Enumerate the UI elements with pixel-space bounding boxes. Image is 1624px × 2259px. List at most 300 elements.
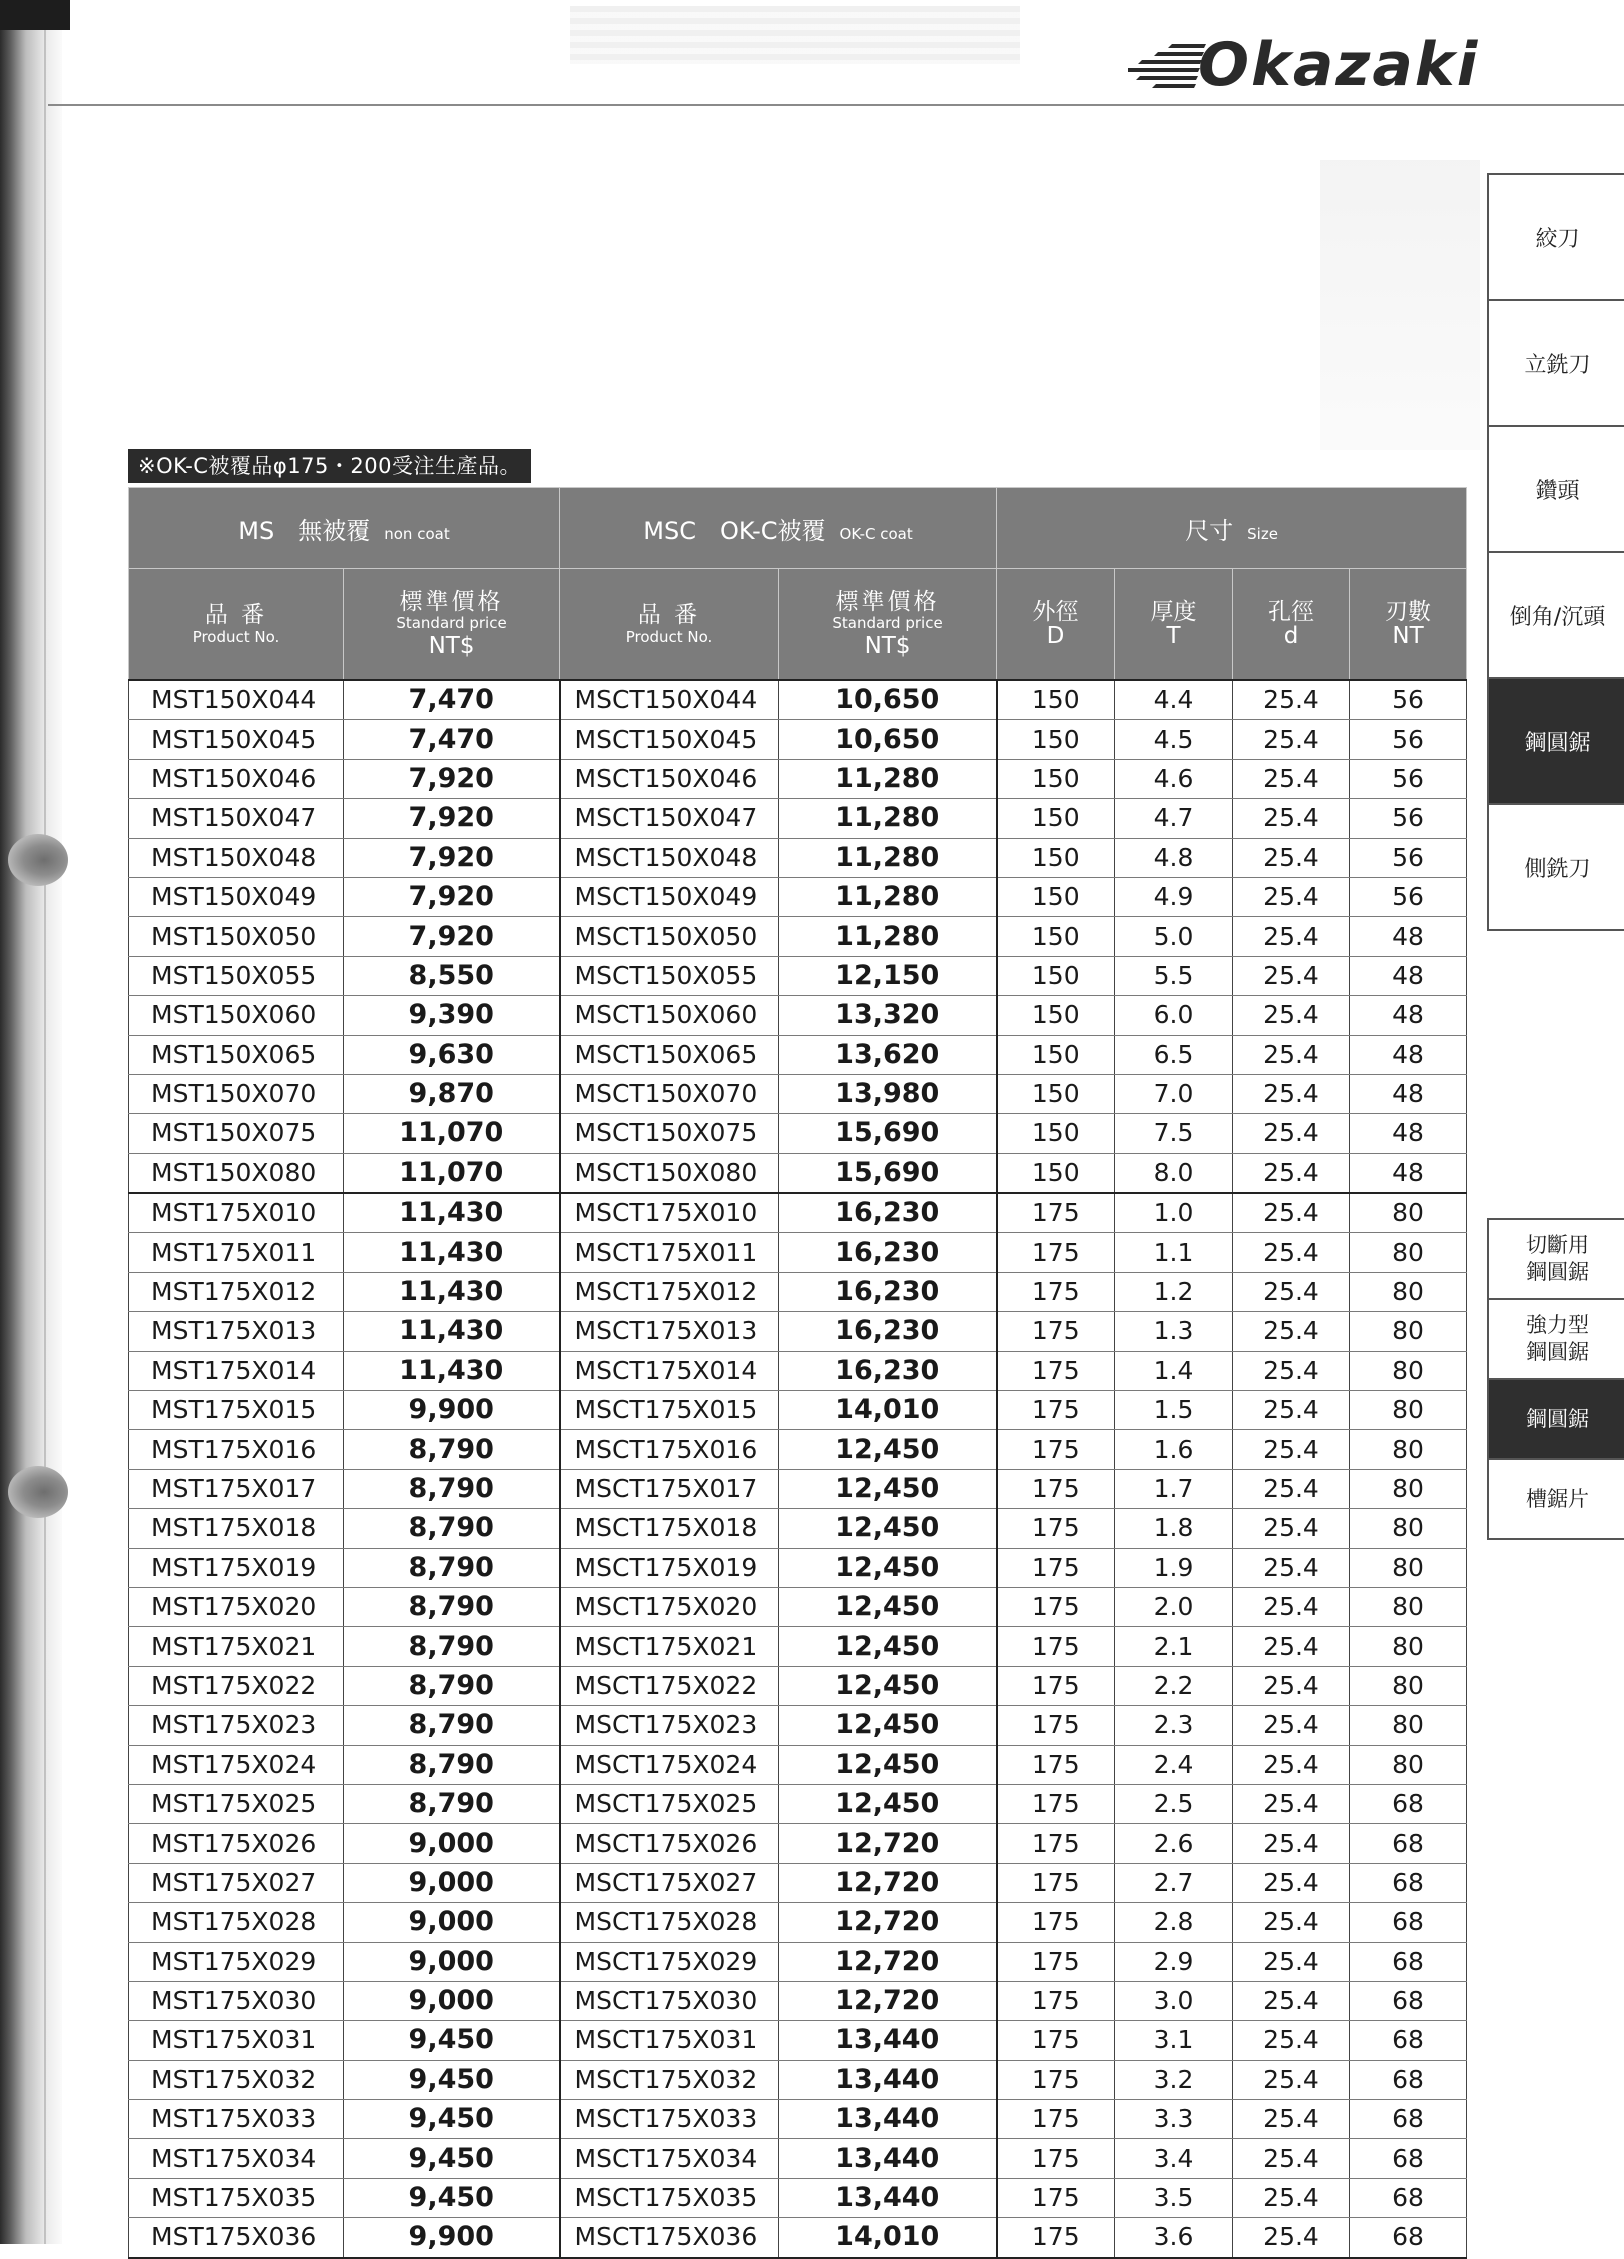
msc-product-no-cell: MSCT150X075: [560, 1114, 779, 1153]
side-tab-label: 側銑刀: [1524, 856, 1591, 882]
thickness-cell: 2.7: [1115, 1863, 1233, 1902]
group-ms-header: [129, 488, 560, 569]
thickness-cell: 2.5: [1115, 1784, 1233, 1823]
thickness-cell: 1.5: [1115, 1391, 1233, 1430]
side-tab[interactable]: [1489, 175, 1624, 301]
ms-price-cell: 9,000: [344, 1903, 560, 1942]
msc-product-no-cell: MSCT150X060: [560, 996, 779, 1035]
msc-price-cell: 11,280: [779, 877, 997, 916]
bore-diameter-cell: 25.4: [1233, 799, 1350, 838]
table-row: [129, 877, 1467, 916]
msc-product-no-cell: MSCT150X047: [560, 799, 779, 838]
table-row: [129, 799, 1467, 838]
category-tabs: [1487, 173, 1624, 931]
ms-price-cell: 9,900: [344, 1391, 560, 1430]
ms-product-no-cell: MST175X034: [129, 2139, 344, 2178]
teeth-count-cell: 48: [1350, 917, 1467, 956]
thickness-cell: 2.1: [1115, 1627, 1233, 1666]
msc-price-cell: 12,720: [779, 1863, 997, 1902]
msc-product-no-cell: MSCT175X025: [560, 1784, 779, 1823]
msc-price-cell: 12,150: [779, 956, 997, 995]
ms-product-no-cell: MST150X045: [129, 720, 344, 759]
group-size-label: 尺寸: [1185, 516, 1234, 545]
bore-diameter-cell: 25.4: [1233, 1469, 1350, 1508]
msc-product-no-cell: MSCT175X018: [560, 1509, 779, 1548]
bore-diameter-cell: 25.4: [1233, 1587, 1350, 1626]
col-label: 厚度: [1150, 598, 1197, 625]
msc-price-cell: 12,450: [779, 1745, 997, 1784]
msc-product-no-cell: MSCT175X031: [560, 2021, 779, 2060]
ms-product-no-cell: MST175X033: [129, 2100, 344, 2139]
bore-diameter-cell: 25.4: [1233, 1863, 1350, 1902]
ms-product-no-cell: MST150X044: [129, 680, 344, 720]
bleed-through-artifact: [570, 6, 1020, 64]
teeth-count-cell: 68: [1350, 2218, 1467, 2258]
col-label-en: Product No.: [192, 627, 280, 646]
msc-price-cell: 13,440: [779, 2021, 997, 2060]
table-row: [129, 1903, 1467, 1942]
ms-product-no-cell: MST175X013: [129, 1312, 344, 1351]
ms-product-no-cell: MST150X046: [129, 759, 344, 798]
thickness-cell: 3.0: [1115, 1981, 1233, 2020]
thickness-cell: 1.7: [1115, 1469, 1233, 1508]
thickness-cell: 2.4: [1115, 1745, 1233, 1784]
page-edge-line: [44, 0, 46, 2244]
teeth-count-cell: 56: [1350, 838, 1467, 877]
ms-price-cell: 9,000: [344, 1863, 560, 1902]
col-label-en: Product No.: [625, 627, 713, 646]
col-symbol: d: [1283, 623, 1299, 649]
outer-diameter-cell: 175: [997, 1903, 1115, 1942]
ms-product-no-cell: MST175X016: [129, 1430, 344, 1469]
logo-stripes-icon: [1128, 42, 1208, 88]
thickness-cell: 1.4: [1115, 1351, 1233, 1390]
ms-price-cell: 7,920: [344, 799, 560, 838]
table-row: [129, 1784, 1467, 1823]
col-label: 標準價格: [835, 588, 940, 615]
table-row: [129, 1981, 1467, 2020]
thickness-cell: 4.5: [1115, 720, 1233, 759]
ms-price-cell: 7,920: [344, 917, 560, 956]
outer-diameter-cell: 150: [997, 720, 1115, 759]
msc-product-no-cell: MSCT150X055: [560, 956, 779, 995]
ms-product-no-cell: MST175X023: [129, 1706, 344, 1745]
thickness-cell: 3.1: [1115, 2021, 1233, 2060]
table-row: [129, 1430, 1467, 1469]
msc-product-no-cell: MSCT175X017: [560, 1469, 779, 1508]
side-tab-label: 鑽頭: [1535, 478, 1580, 504]
side-tab[interactable]: [1489, 1460, 1624, 1538]
ms-product-no-cell: MST175X011: [129, 1233, 344, 1272]
table-row: [129, 1391, 1467, 1430]
msc-price-cell: 10,650: [779, 720, 997, 759]
outer-diameter-cell: 175: [997, 1509, 1115, 1548]
outer-diameter-cell: 150: [997, 799, 1115, 838]
thickness-cell: 4.6: [1115, 759, 1233, 798]
ms-price-cell: 7,920: [344, 838, 560, 877]
teeth-count-cell: 48: [1350, 956, 1467, 995]
msc-product-no-cell: MSCT175X012: [560, 1272, 779, 1311]
col-d-header: [997, 569, 1115, 681]
teeth-count-cell: 80: [1350, 1351, 1467, 1390]
msc-price-cell: 14,010: [779, 2218, 997, 2258]
col-price-header: [779, 569, 997, 681]
msc-price-cell: 13,440: [779, 2139, 997, 2178]
ms-price-cell: 9,450: [344, 2178, 560, 2217]
price-table: [128, 487, 1467, 2259]
thickness-cell: 8.0: [1115, 1153, 1233, 1193]
teeth-count-cell: 80: [1350, 1509, 1467, 1548]
outer-diameter-cell: 175: [997, 2139, 1115, 2178]
ms-product-no-cell: MST175X028: [129, 1903, 344, 1942]
msc-product-no-cell: MSCT175X011: [560, 1233, 779, 1272]
ms-product-no-cell: MST150X047: [129, 799, 344, 838]
ms-product-no-cell: MST175X024: [129, 1745, 344, 1784]
outer-diameter-cell: 175: [997, 1272, 1115, 1311]
ms-product-no-cell: MST175X025: [129, 1784, 344, 1823]
ms-price-cell: 9,450: [344, 2139, 560, 2178]
col-label: 外徑: [1032, 598, 1079, 625]
order-notice: ※OK-C被覆品φ175・200受注生產品。: [128, 449, 531, 483]
thickness-cell: 1.8: [1115, 1509, 1233, 1548]
ms-product-no-cell: MST150X065: [129, 1035, 344, 1074]
group-msc-label: MSC OK-C被覆: [643, 516, 826, 545]
ms-product-no-cell: MST175X012: [129, 1272, 344, 1311]
bore-diameter-cell: 25.4: [1233, 2060, 1350, 2099]
ms-product-no-cell: MST175X014: [129, 1351, 344, 1390]
group-msc-sub: OK-C coat: [839, 524, 913, 543]
group-msc-header: [560, 488, 997, 569]
thickness-cell: 3.3: [1115, 2100, 1233, 2139]
msc-price-cell: 10,650: [779, 680, 997, 720]
logo-wordmark: Okazaki: [1198, 30, 1480, 100]
col-label: 刃數: [1385, 598, 1432, 625]
ms-price-cell: 8,790: [344, 1666, 560, 1705]
col-unit: NT$: [864, 632, 911, 659]
teeth-count-cell: 68: [1350, 1981, 1467, 2020]
ms-product-no-cell: MST175X036: [129, 2218, 344, 2258]
msc-product-no-cell: MSCT150X070: [560, 1074, 779, 1113]
bore-diameter-cell: 25.4: [1233, 2100, 1350, 2139]
ms-price-cell: 8,790: [344, 1430, 560, 1469]
subcategory-tabs: [1487, 1218, 1624, 1540]
col-symbol: NT: [1392, 623, 1424, 649]
teeth-count-cell: 80: [1350, 1312, 1467, 1351]
bore-diameter-cell: 25.4: [1233, 1824, 1350, 1863]
msc-product-no-cell: MSCT175X029: [560, 1942, 779, 1981]
ms-price-cell: 11,070: [344, 1153, 560, 1193]
outer-diameter-cell: 175: [997, 1981, 1115, 2020]
bore-diameter-cell: 25.4: [1233, 877, 1350, 916]
table-row: [129, 759, 1467, 798]
thickness-cell: 1.3: [1115, 1312, 1233, 1351]
thickness-cell: 3.4: [1115, 2139, 1233, 2178]
msc-product-no-cell: MSCT175X023: [560, 1706, 779, 1745]
thickness-cell: 4.8: [1115, 838, 1233, 877]
teeth-count-cell: 68: [1350, 2139, 1467, 2178]
table-row: [129, 1587, 1467, 1626]
ms-product-no-cell: MST175X017: [129, 1469, 344, 1508]
msc-product-no-cell: MSCT175X014: [560, 1351, 779, 1390]
bore-diameter-cell: 25.4: [1233, 1509, 1350, 1548]
ms-product-no-cell: MST175X031: [129, 2021, 344, 2060]
table-row: [129, 680, 1467, 720]
table-row: [129, 1312, 1467, 1351]
ms-price-cell: 11,430: [344, 1312, 560, 1351]
table-row: [129, 1706, 1467, 1745]
col-label: 品 番: [637, 602, 701, 629]
col-price-header: [344, 569, 560, 681]
header-rule: [48, 104, 1624, 106]
msc-price-cell: 11,280: [779, 759, 997, 798]
msc-price-cell: 11,280: [779, 917, 997, 956]
outer-diameter-cell: 175: [997, 1193, 1115, 1233]
table-row: [129, 1863, 1467, 1902]
side-tab[interactable]: [1489, 805, 1624, 931]
bore-diameter-cell: 25.4: [1233, 1627, 1350, 1666]
outer-diameter-cell: 175: [997, 1824, 1115, 1863]
col-bore-header: [1233, 569, 1350, 681]
msc-product-no-cell: MSCT175X027: [560, 1863, 779, 1902]
outer-diameter-cell: 150: [997, 838, 1115, 877]
thickness-cell: 2.3: [1115, 1706, 1233, 1745]
ms-product-no-cell: MST150X050: [129, 917, 344, 956]
bore-diameter-cell: 25.4: [1233, 720, 1350, 759]
table-row: [129, 1666, 1467, 1705]
ms-product-no-cell: MST175X018: [129, 1509, 344, 1548]
price-table-body: [129, 680, 1467, 2258]
bore-diameter-cell: 25.4: [1233, 1074, 1350, 1113]
outer-diameter-cell: 175: [997, 1548, 1115, 1587]
teeth-count-cell: 80: [1350, 1391, 1467, 1430]
thickness-cell: 2.2: [1115, 1666, 1233, 1705]
col-label-en: Standard price: [396, 614, 507, 633]
ms-price-cell: 8,790: [344, 1745, 560, 1784]
thickness-cell: 1.6: [1115, 1430, 1233, 1469]
side-tab-label: 鋼圓鋸: [1526, 1406, 1589, 1431]
ms-product-no-cell: MST150X048: [129, 838, 344, 877]
bore-diameter-cell: 25.4: [1233, 680, 1350, 720]
side-tab[interactable]: [1489, 553, 1624, 679]
thickness-cell: 7.0: [1115, 1074, 1233, 1113]
msc-price-cell: 11,280: [779, 799, 997, 838]
outer-diameter-cell: 175: [997, 1863, 1115, 1902]
table-row: [129, 2218, 1467, 2258]
teeth-count-cell: 68: [1350, 2060, 1467, 2099]
ms-price-cell: 9,870: [344, 1074, 560, 1113]
bore-diameter-cell: 25.4: [1233, 1312, 1350, 1351]
teeth-count-cell: 80: [1350, 1430, 1467, 1469]
ms-price-cell: 11,070: [344, 1114, 560, 1153]
msc-price-cell: 13,440: [779, 2060, 997, 2099]
bore-diameter-cell: 25.4: [1233, 917, 1350, 956]
ms-price-cell: 11,430: [344, 1233, 560, 1272]
thickness-cell: 5.5: [1115, 956, 1233, 995]
msc-product-no-cell: MSCT175X022: [560, 1666, 779, 1705]
side-tab[interactable]: [1489, 1220, 1624, 1300]
teeth-count-cell: 56: [1350, 759, 1467, 798]
ms-price-cell: 9,000: [344, 1981, 560, 2020]
teeth-count-cell: 48: [1350, 1153, 1467, 1193]
side-tab[interactable]: [1489, 1300, 1624, 1380]
bore-diameter-cell: 25.4: [1233, 759, 1350, 798]
table-row: [129, 956, 1467, 995]
side-tab-label: 絞刀: [1535, 226, 1580, 252]
bore-diameter-cell: 25.4: [1233, 1745, 1350, 1784]
bore-diameter-cell: 25.4: [1233, 996, 1350, 1035]
table-row: [129, 2021, 1467, 2060]
thickness-cell: 2.6: [1115, 1824, 1233, 1863]
side-tab[interactable]: [1489, 427, 1624, 553]
ms-price-cell: 7,920: [344, 759, 560, 798]
table-row: [129, 1627, 1467, 1666]
teeth-count-cell: 56: [1350, 680, 1467, 720]
thickness-cell: 4.4: [1115, 680, 1233, 720]
col-product-header: [560, 569, 779, 681]
scan-corner-shadow: [0, 0, 70, 30]
group-size-header: [997, 488, 1467, 569]
col-nt-header: [1350, 569, 1467, 681]
bore-diameter-cell: 25.4: [1233, 1706, 1350, 1745]
outer-diameter-cell: 175: [997, 2100, 1115, 2139]
bore-diameter-cell: 25.4: [1233, 1981, 1350, 2020]
col-unit: NT$: [428, 632, 475, 659]
outer-diameter-cell: 150: [997, 1153, 1115, 1193]
outer-diameter-cell: 175: [997, 2178, 1115, 2217]
col-t-header: [1115, 569, 1233, 681]
teeth-count-cell: 80: [1350, 1706, 1467, 1745]
table-row: [129, 1548, 1467, 1587]
ms-price-cell: 9,450: [344, 2060, 560, 2099]
outer-diameter-cell: 150: [997, 917, 1115, 956]
ms-price-cell: 9,630: [344, 1035, 560, 1074]
thickness-cell: 7.5: [1115, 1114, 1233, 1153]
col-product-header: [129, 569, 344, 681]
msc-price-cell: 12,450: [779, 1666, 997, 1705]
table-row: [129, 2060, 1467, 2099]
table-row: [129, 2178, 1467, 2217]
msc-price-cell: 16,230: [779, 1312, 997, 1351]
table-row: [129, 720, 1467, 759]
msc-product-no-cell: MSCT175X035: [560, 2178, 779, 2217]
bore-diameter-cell: 25.4: [1233, 1666, 1350, 1705]
msc-product-no-cell: MSCT150X080: [560, 1153, 779, 1193]
col-symbol: T: [1166, 623, 1181, 649]
msc-product-no-cell: MSCT175X010: [560, 1193, 779, 1233]
thickness-cell: 3.5: [1115, 2178, 1233, 2217]
msc-price-cell: 16,230: [779, 1272, 997, 1311]
outer-diameter-cell: 175: [997, 2218, 1115, 2258]
teeth-count-cell: 80: [1350, 1587, 1467, 1626]
ms-price-cell: 7,470: [344, 720, 560, 759]
teeth-count-cell: 80: [1350, 1627, 1467, 1666]
thickness-cell: 6.5: [1115, 1035, 1233, 1074]
msc-product-no-cell: MSCT175X020: [560, 1587, 779, 1626]
table-row: [129, 1193, 1467, 1233]
side-tab-label: 立銑刀: [1524, 352, 1591, 378]
side-tab[interactable]: [1489, 301, 1624, 427]
thickness-cell: 4.7: [1115, 799, 1233, 838]
msc-product-no-cell: MSCT175X013: [560, 1312, 779, 1351]
msc-product-no-cell: MSCT175X021: [560, 1627, 779, 1666]
ms-price-cell: 9,450: [344, 2021, 560, 2060]
bore-diameter-cell: 25.4: [1233, 1903, 1350, 1942]
outer-diameter-cell: 150: [997, 680, 1115, 720]
table-row: [129, 1509, 1467, 1548]
thickness-cell: 2.9: [1115, 1942, 1233, 1981]
side-tab[interactable]: [1489, 1380, 1624, 1460]
binder-hole-lower: [8, 1466, 68, 1518]
table-row: [129, 1469, 1467, 1508]
col-label-en: Standard price: [832, 614, 943, 633]
ms-price-cell: 9,450: [344, 2100, 560, 2139]
ms-price-cell: 8,550: [344, 956, 560, 995]
outer-diameter-cell: 175: [997, 1233, 1115, 1272]
side-tab-label: 鋼圓鋸: [1524, 730, 1591, 756]
thickness-cell: 1.0: [1115, 1193, 1233, 1233]
msc-price-cell: 13,980: [779, 1074, 997, 1113]
table-row: [129, 1745, 1467, 1784]
outer-diameter-cell: 175: [997, 1706, 1115, 1745]
side-tab-label: 槽鋸片: [1526, 1486, 1589, 1511]
bore-diameter-cell: 25.4: [1233, 956, 1350, 995]
ms-product-no-cell: MST150X070: [129, 1074, 344, 1113]
ms-product-no-cell: MST175X015: [129, 1391, 344, 1430]
msc-price-cell: 12,450: [779, 1430, 997, 1469]
teeth-count-cell: 80: [1350, 1666, 1467, 1705]
msc-price-cell: 14,010: [779, 1391, 997, 1430]
ms-product-no-cell: MST175X026: [129, 1824, 344, 1863]
table-row: [129, 1233, 1467, 1272]
bore-diameter-cell: 25.4: [1233, 1233, 1350, 1272]
msc-product-no-cell: MSCT175X032: [560, 2060, 779, 2099]
table-row: [129, 1272, 1467, 1311]
msc-product-no-cell: MSCT175X024: [560, 1745, 779, 1784]
table-row: [129, 1153, 1467, 1193]
msc-product-no-cell: MSCT175X036: [560, 2218, 779, 2258]
ms-price-cell: 9,900: [344, 2218, 560, 2258]
ms-price-cell: 7,470: [344, 680, 560, 720]
outer-diameter-cell: 175: [997, 2060, 1115, 2099]
bore-diameter-cell: 25.4: [1233, 1272, 1350, 1311]
side-tab[interactable]: [1489, 679, 1624, 805]
outer-diameter-cell: 150: [997, 1074, 1115, 1113]
ms-price-cell: 8,790: [344, 1706, 560, 1745]
ms-product-no-cell: MST175X030: [129, 1981, 344, 2020]
teeth-count-cell: 56: [1350, 720, 1467, 759]
msc-price-cell: 11,280: [779, 838, 997, 877]
outer-diameter-cell: 150: [997, 956, 1115, 995]
side-tab-label: 強力型 鋼圓鋸: [1526, 1313, 1589, 1364]
teeth-count-cell: 68: [1350, 2100, 1467, 2139]
bore-diameter-cell: 25.4: [1233, 1391, 1350, 1430]
ms-price-cell: 8,790: [344, 1784, 560, 1823]
binder-hole-upper: [8, 834, 68, 886]
msc-price-cell: 13,620: [779, 1035, 997, 1074]
ms-product-no-cell: MST175X032: [129, 2060, 344, 2099]
page-spine-shadow: [0, 0, 62, 2244]
outer-diameter-cell: 175: [997, 1430, 1115, 1469]
outer-diameter-cell: 150: [997, 877, 1115, 916]
msc-price-cell: 12,450: [779, 1587, 997, 1626]
teeth-count-cell: 68: [1350, 1824, 1467, 1863]
teeth-count-cell: 56: [1350, 799, 1467, 838]
side-tab-label: 倒角/沉頭: [1509, 604, 1606, 630]
outer-diameter-cell: 175: [997, 1351, 1115, 1390]
msc-product-no-cell: MSCT175X016: [560, 1430, 779, 1469]
teeth-count-cell: 80: [1350, 1233, 1467, 1272]
ms-price-cell: 11,430: [344, 1351, 560, 1390]
